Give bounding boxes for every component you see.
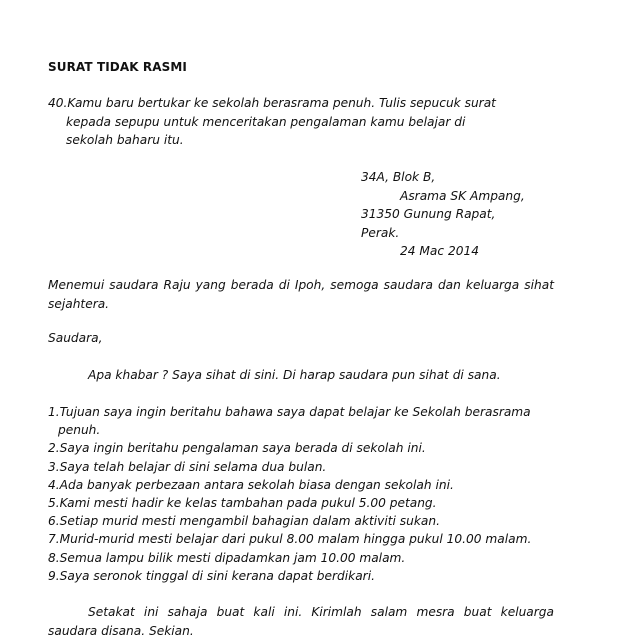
closing-paragraph: Setakat ini sahaja buat kali ini. Kirimlah salam mesra buat keluarga saudara disana. Sekian. [48,605,554,638]
address-line: 31350 Gunung Rapat, [361,207,496,221]
question-prompt [48,94,568,150]
list-item: 7.Murid-murid mesti belajar dari pukul 8.00 malam hingga pukul 10.00 malam. [48,532,532,547]
points-list [48,403,588,585]
list-item: 5.Kami mesti hadir ke kelas tambahan pada pukul 5.00 petang. [48,496,437,511]
list-item: 3.Saya telah belajar di sini selama dua bulan. [48,459,327,474]
question-line: 40.Kamu baru bertukar ke sekolah berasrama penuh. Tulis sepucuk surat [48,96,496,110]
address-line: 34A, Blok B, [361,170,436,184]
greeting-paragraph: Menemui saudara Raju yang berada di Ipoh, semoga saudara dan keluarga sihat sejahtera. [48,278,554,311]
list-item: 6.Setiap murid mesti mengambil bahagian dalam aktiviti sukan. [48,514,440,529]
question-line: kepada sepupu untuk menceritakan pengalaman kamu belajar di [66,114,466,129]
list-item: 1.Tujuan saya ingin beritahu bahawa saya dapat belajar ke Sekolah berasrama [48,405,531,419]
list-item: 4.Ada banyak perbezaan antara sekolah biasa dengan sekolah ini. [48,477,454,492]
list-item: 9.Saya seronok tinggal di sini kerana dapat berdikari. [48,568,375,583]
intro-line: Apa khabar ? Saya sihat di sini. Di harap saudara pun sihat di sana. [88,368,501,382]
address-line: Asrama SK Ampang, [400,188,525,203]
salutation: Saudara, [48,331,103,345]
question-line: sekolah baharu itu. [66,133,184,147]
letter-title: SURAT TIDAK RASMI [48,60,187,74]
letter-date: 24 Mac 2014 [400,244,479,258]
address-line: Perak. [361,225,400,240]
list-item: 2.Saya ingin beritahu pengalaman saya berada di sekolah ini. [48,441,426,456]
sender-address [361,168,525,261]
list-item: penuh. [58,423,101,438]
list-item: 8.Semua lampu bilik mesti dipadamkan jam 10.00 malam. [48,550,406,565]
